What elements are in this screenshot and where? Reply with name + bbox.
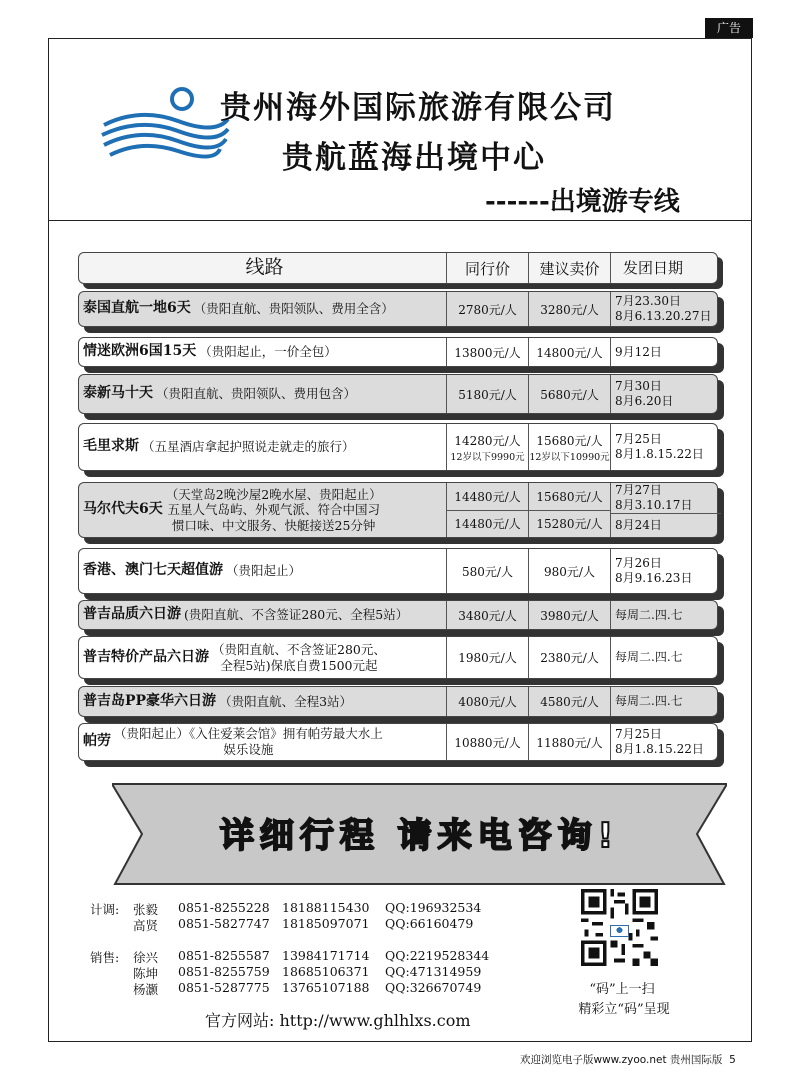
date-line: 9月12日: [615, 344, 662, 359]
page-footer: [520, 1052, 736, 1067]
retail-price: 11880元/人: [528, 724, 610, 760]
table-row: [78, 723, 718, 761]
contact-qq: QQ:196932534: [385, 900, 482, 915]
date-line: 8月6.20日: [615, 394, 674, 408]
route-desc-line: 娱乐设施: [223, 742, 274, 757]
contact-name: 高贤: [133, 918, 159, 933]
peer-price: 10880元/人: [446, 724, 528, 760]
header-peer-price: 同行价: [446, 253, 528, 283]
date-line: 每周二.四.七: [615, 694, 683, 708]
company-logo: [100, 85, 230, 175]
sales-label: 销售:: [90, 950, 120, 965]
route-name: 情迷欧洲6国15天: [83, 343, 197, 360]
retail-price: 4580元/人: [528, 687, 610, 716]
date-line: 8月24日: [615, 518, 662, 532]
date-line: 8月6.13.20.27日: [615, 309, 712, 323]
header-route: 线路: [245, 256, 284, 279]
peer-price: 5180元/人: [446, 375, 528, 413]
date-line: 8月9.16.23日: [615, 571, 693, 585]
retail-price: 14800元/人: [528, 338, 610, 366]
contact-qq: QQ:326670749: [385, 980, 482, 995]
route-name: 普吉特价产品六日游: [83, 648, 209, 665]
qr-caption: “码”上一扫: [589, 982, 655, 997]
header-dates: 发团日期: [610, 253, 717, 283]
peer-price: 1980元/人: [446, 637, 528, 678]
date-line: 每周二.四.七: [615, 607, 683, 622]
retail-price: 15280元/人: [529, 510, 610, 538]
contact-name: 徐兴: [133, 950, 159, 965]
table-row: [78, 374, 718, 414]
route-desc: （贵阳起止）: [226, 563, 302, 579]
page-number: 5: [729, 1054, 736, 1066]
route-name: 普吉岛PP豪华六日游: [83, 692, 217, 709]
date-line: 7月23.30日: [615, 294, 681, 308]
qr-code[interactable]: [581, 889, 658, 966]
slogan: ------出境游专线: [485, 187, 680, 217]
route-desc: （贵阳直航、贵阳领队、费用包含）: [156, 386, 357, 402]
route-name: 香港、澳门七天超值游: [83, 562, 223, 579]
retail-price: 3980元/人: [528, 601, 610, 629]
route-desc: （贵阳起止，一价全包）: [199, 344, 337, 360]
contact-mobile: 13765107188: [282, 980, 370, 995]
contact-mobile: 18685106371: [282, 964, 370, 979]
contact-mobile: 18188115430: [282, 900, 370, 915]
date-line: 8月1.8.15.22日: [615, 447, 704, 461]
date-line: 每周二.四.七: [615, 650, 683, 664]
route-name: 泰新马十天: [83, 385, 153, 402]
peer-child-price: 12岁以下9990元: [450, 451, 525, 463]
date-line: 8月3.10.17日: [615, 498, 693, 512]
table-row: [78, 423, 718, 471]
planning-label: 计调:: [90, 902, 120, 917]
route-desc-line: （贵阳起止）《入住爱莱会馆》拥有帕劳最大水上: [114, 726, 383, 742]
contact-tel: 0851-5827747: [178, 916, 270, 931]
retail-price: 3280元/人: [528, 292, 610, 326]
date-line: 7月27日: [615, 483, 662, 497]
retail-price: 980元/人: [528, 549, 610, 593]
date-line: 7月26日: [615, 556, 662, 570]
route-name: 马尔代夫6天: [83, 501, 163, 518]
table-header: [78, 252, 718, 284]
peer-price: 2780元/人: [446, 292, 528, 326]
table-row: [78, 686, 718, 717]
contact-mobile: 18185097071: [282, 916, 370, 931]
contact-name: 杨灏: [133, 982, 159, 997]
peer-price: 14280元/人: [454, 433, 521, 448]
contact-qq: QQ:471314959: [385, 964, 482, 979]
route-desc-line: 惯口味、中文服务、快艇接送25分钟: [172, 517, 376, 533]
peer-price: 14480元/人: [447, 510, 528, 538]
route-desc: （贵阳直航、贵阳领队、费用全含）: [193, 301, 394, 317]
route-desc-line: 全程5站)保底自费1500元起: [220, 657, 378, 673]
center-name: 贵航蓝海出境中心: [282, 140, 546, 176]
peer-price: 4080元/人: [446, 687, 528, 716]
peer-price: 580元/人: [446, 549, 528, 593]
route-desc-line: （天堂岛2晚沙屋2晚水屋、贵阳起止）: [165, 486, 382, 502]
table-row: [78, 636, 718, 679]
route-desc: （贵阳直航、全程3站）: [219, 693, 353, 709]
table-row: [78, 548, 718, 594]
retail-child-price: 12岁以下10990元: [529, 451, 610, 463]
table-row: [78, 600, 718, 630]
peer-price-cell: [446, 424, 528, 470]
date-line: 7月30日: [615, 379, 662, 393]
contact-tel: 0851-5287775: [178, 980, 270, 995]
route-desc-line: 五星人气岛屿、外观气派、符合中国习: [167, 502, 380, 518]
retail-price: 15680元/人: [536, 433, 603, 448]
qr-caption: 精彩立“码”呈现: [578, 1002, 670, 1017]
route-name: 帕劳: [83, 733, 111, 750]
retail-price-cell: [528, 424, 610, 470]
retail-price: 2380元/人: [528, 637, 610, 678]
route-name: 泰国直航一地6天: [83, 300, 191, 317]
table-row: [78, 337, 718, 367]
retail-price: 15680元/人: [536, 489, 603, 504]
date-line: 8月1.8.15.22日: [615, 742, 704, 756]
contact-name: 张毅: [133, 902, 159, 917]
contact-qq: QQ:66160479: [385, 916, 474, 931]
contact-tel: 0851-8255759: [178, 964, 270, 979]
peer-price: 13800元/人: [446, 338, 528, 366]
date-line: 7月25日: [615, 727, 662, 741]
retail-price: 5680元/人: [528, 375, 610, 413]
header-retail-price: 建议卖价: [528, 253, 610, 283]
route-desc: （五星酒店拿起护照说走就走的旅行）: [142, 439, 355, 455]
route-desc-line: （贵阳直航、不含签证280元、: [212, 641, 386, 657]
banner-text: 详细行程 请来电咨询!: [219, 816, 620, 856]
contact-tel: 0851-8255228: [178, 900, 270, 915]
date-line: 7月25日: [615, 432, 662, 446]
route-desc: (贵阳直航、不含签证280元、全程5站）: [184, 607, 409, 623]
ad-tag: 广告: [705, 18, 753, 38]
company-name: 贵州海外国际旅游有限公司: [220, 90, 616, 126]
contact-name: 陈坤: [133, 966, 159, 981]
footer-text: 欢迎浏览电子版www.zyoo.net 贵州国际版: [520, 1054, 723, 1066]
website-link[interactable]: 官方网站: http://www.ghlhlxs.com: [205, 1011, 471, 1030]
contact-qq: QQ:2219528344: [385, 948, 490, 963]
route-name: 普吉品质六日游: [83, 606, 181, 623]
contact-tel: 0851-8255587: [178, 948, 270, 963]
table-row: [78, 291, 718, 327]
contact-mobile: 13984171714: [282, 948, 370, 963]
table-row: [78, 482, 718, 538]
route-name: 毛里求斯: [83, 438, 139, 455]
peer-price: 14480元/人: [454, 489, 521, 504]
peer-price: 3480元/人: [446, 601, 528, 629]
